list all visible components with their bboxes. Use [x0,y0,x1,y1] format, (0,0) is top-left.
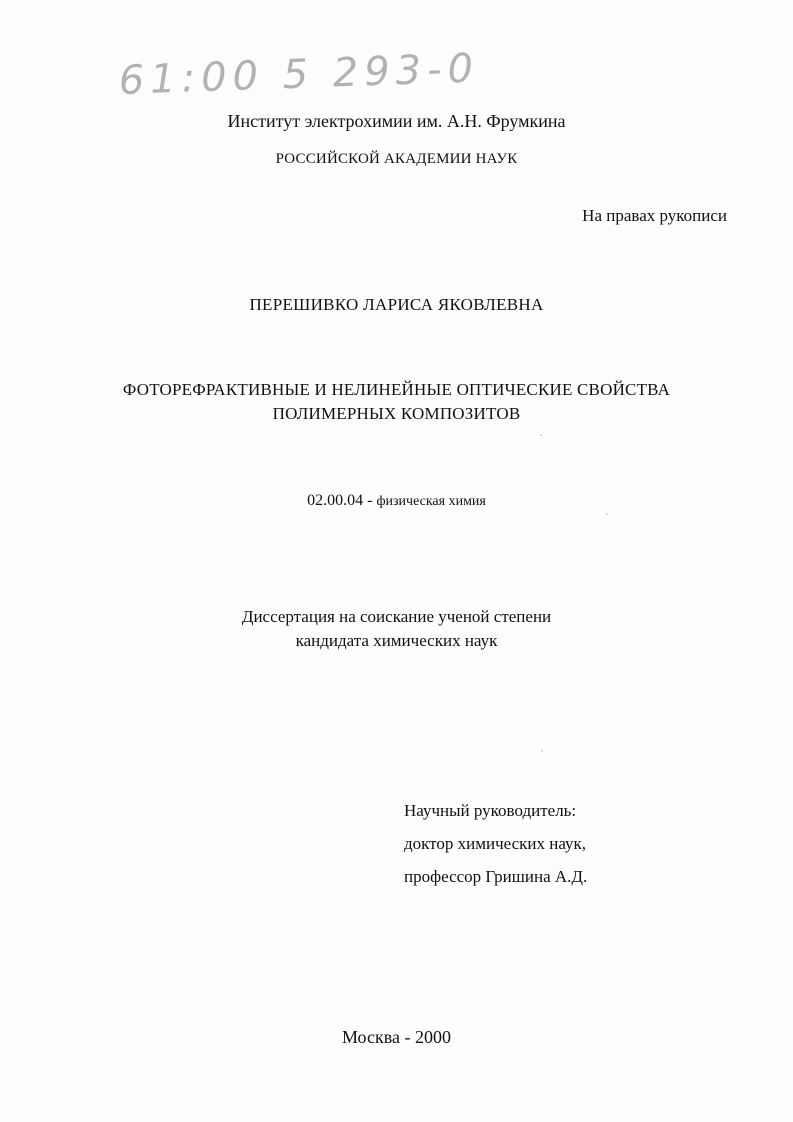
thesis-title-line-1: ФОТОРЕФРАКТИВНЫЕ И НЕЛИНЕЙНЫЕ ОПТИЧЕСКИЕ СВОЙСТВА [122,380,671,399]
city-year: Москва - 2000 [342,1027,451,1047]
author-name: ПЕРЕШИВКО ЛАРИСА ЯКОВЛЕВНА [249,295,544,314]
supervisor-name: профессор Гришина А.Д. [404,867,588,886]
academy-name: РОССИЙСКОЙ АКАДЕМИИ НАУК [275,151,518,167]
supervisor-label: Научный руководитель: [404,801,577,820]
supervisor-degree: доктор химических наук, [404,834,587,853]
specialty-name: физическая химия [376,494,486,509]
scan-speck [541,750,543,752]
dissertation-line-2: кандидата химических наук [295,631,498,650]
handwritten-archive-number: 61:00 5 293-0 [118,45,480,104]
specialty-code: 02.00.04 - [307,492,373,509]
scan-speck [540,434,542,436]
dissertation-line-1: Диссертация на соискание ученой степени [241,607,552,626]
specialty [0,490,793,513]
scan-speck [606,513,608,515]
rights-note: На правах рукописи [582,206,727,225]
institute-name: Институт электрохимии им. А.Н. Фрумкина [227,111,566,131]
thesis-title-line-2: ПОЛИМЕРНЫХ КОМПОЗИТОВ [272,404,521,423]
